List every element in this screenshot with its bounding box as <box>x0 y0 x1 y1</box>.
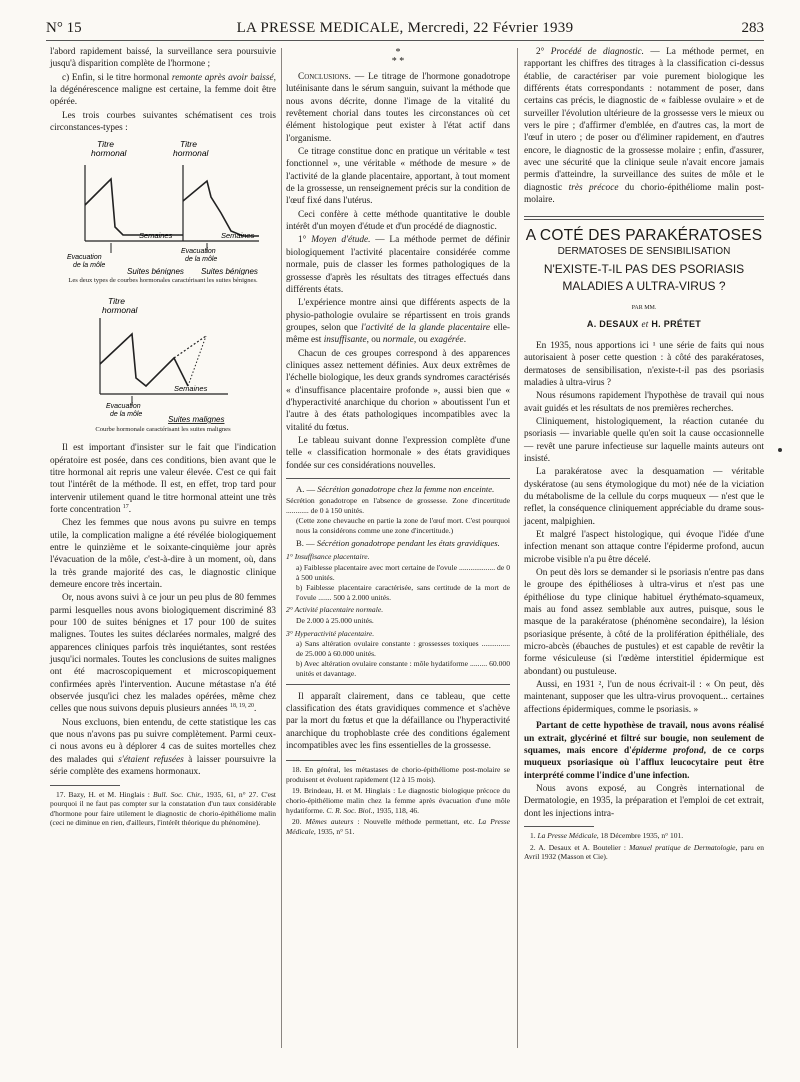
svg-text:hormonal: hormonal <box>102 304 138 315</box>
article-question: N'EXISTE-T-IL PAS DES PSORIASIS <box>543 262 745 277</box>
footnote-rule <box>50 785 120 786</box>
column-divider <box>281 48 282 1048</box>
paragraph: l'abord rapidement baissé, la surveillance sera poursuivie jusqu'à disparition complète de l'hormone ; <box>50 47 276 70</box>
column-right <box>524 46 764 864</box>
y-axis-label: hormonal <box>91 148 127 159</box>
table-subtitle: 1° Insuffisance placentaire. <box>286 552 370 562</box>
paragraph: Nous résumons rapidement l'hypothèse de travail qui nous avait guidés et les résultats de nos premières recherches. <box>524 391 764 414</box>
y-axis-label: Titre <box>180 139 197 150</box>
svg-text:Evacuation: Evacuation <box>67 254 102 262</box>
svg-text:de la môle: de la môle <box>185 256 218 264</box>
svg-text:Suites bénignes: Suites bénignes <box>201 267 258 276</box>
svg-text:de la môle: de la môle <box>73 262 106 270</box>
paragraph: Il apparaît clairement, dans ce tableau, que cette classification des états gravidiques commence et s'achève par la mort du fœtus et que la défaillance ou l'hyperactivité anarchique du trophoblaste crée des conditions également incompatibles avec les fins essentielles de la grossesse. <box>286 691 510 751</box>
table-section-title: B. — Sécrétion gonadotrope pendant les états gravidiques. <box>296 538 500 549</box>
benign-curves-figure <box>63 135 263 275</box>
table-row: b) Avec altération ovulaire constante : môle hydatiforme ......... 60.000 unités et davantage. <box>296 659 510 678</box>
paragraph: Partant de cette hypothèse de travail, nous avons réalisé un extrait, glycériné et filtré sur bougie, non seulement de squames, mais encore d'épiderme profond, de ce corps muqueux psoriasique où l'afflux leucocytaire peut être interprété comme l'indice d'une infection. <box>524 721 764 781</box>
footnote-rule <box>524 826 594 827</box>
table-row: Sécrétion gonadotrope en l'absence de grossesse. Zone d'incertitude ............ de 0 à 150 unités. <box>286 496 510 515</box>
column-left <box>50 46 276 830</box>
issue-number: N° 15 <box>46 20 82 36</box>
footnote: 19. Brindeau, H. et M. Hinglais : Le diagnostic biologique précoce du chorio-épithéliome malin chez la femme après évacuation d'une môle hydatiforme. C. R. Soc. Biol., 1935, 118, 46. <box>286 786 510 815</box>
paragraph: 1° Moyen d'étude. — La méthode permet de définir biologiquement l'activité placentaire considérée comme normale, puis de classer les formes pathologiques de la grossesse d'après les résultats des titrages effectués dans différents états. <box>286 235 510 295</box>
table-row: De 2.000 à 25.000 unités. <box>296 615 374 625</box>
paragraph: Chacun de ces groupes correspond à des apparences cliniques assez nettement définies. Aux deux extrêmes de l'échelle biologique, les deux grands syndromes caractérisés « d'insuffisance placentaire profonde », aussi bien que « d'hyperactivité anarchique du chorion » aboutissent l'un et l'autre à des états pathologiques incompatibles avec la vitalité du fœtus. <box>286 348 510 433</box>
table-note: (Cette zone chevauche en partie la zone de l'œuf mort. C'est pourquoi nous la considérons comme une zone d'incertitude.) <box>296 516 510 535</box>
paragraph: Conclusions. — Le titrage de l'hormone gonadotrope lutéinisante dans le sérum sanguin, suivant la méthode que nous avons décrite, donne l'image de la vitalité du revêtement chorial dans toutes les circonstances où cet élément histologique peut exister à l'état actif dans l'organisme. <box>286 72 510 144</box>
svg-text:Titre: Titre <box>108 295 125 306</box>
paragraph: L'expérience montre ainsi que différents aspects de la physio-pathologie ovulaire se répartissent en trois grands groupes, selon que l'activité de la glande placentaire elle-même est insuffisante, ou normale, ou exagérée. <box>286 298 510 346</box>
figure-caption: Les deux types de courbes hormonales caractérisant les suites bénignes. <box>68 277 258 285</box>
page-header <box>46 18 764 41</box>
paragraph: Ce titrage constitue donc en pratique un véritable « test fonctionnel », une véritable « méthode de mesure » de l'activité de la glande placentaire, apportant, à tout moment de la grossesse, un renseignement précis sur la condition de l'œuf fixé dans l'utérus. <box>286 147 510 207</box>
article-separator <box>524 216 764 220</box>
paragraph: Ceci confère à cette méthode quantitative le double intérêt d'un moyen d'étude et d'un procédé de diagnostic. <box>286 209 510 233</box>
paragraph: La parakératose avec la desquamation — véritable dyskératose (au sens étymologique du mot) née de la viciation du métabolisme de la cellule du corps muqueux — n'est que le reflet, la conséquence cliniquement appréciable du drame sous-jacent, malpighien. <box>524 467 764 527</box>
article-subtitle: DERMATOSES DE SENSIBILISATION <box>557 245 731 257</box>
article-title: A COTÉ DES PARAKÉRATOSES <box>525 227 763 245</box>
paragraph: Et malgré l'aspect histologique, qui évoque l'idée d'une infection menant son attaque contre l'épiderme profond, aucun microbe visible n'a pu être décelé. <box>524 530 764 565</box>
paragraph: On peut dès lors se demander si le psoriasis n'entre pas dans le groupe des épithélioses à ultra-virus et n'est pas une épithéliose du type clinique habituel érythémato-squameux, mais au fond assez semblable aux autres, puisque, sous le masque de la parakératose (phénomène secondaire), la lésion psoriasique présente, à côté de la prolifération épithéliale, des micro-abcès (ébauches de pustules) et est capable de revêtir la forme vésiculeuse (si l'œdème interstitiel épidermique est abondant) ou pustuleuse. <box>524 568 764 677</box>
column-middle <box>286 46 510 838</box>
footnote: 20. Mêmes auteurs : Nouvelle méthode permettant, etc. La Presse Médicale, 1935, n° 51. <box>286 817 510 836</box>
table-row: b) Faiblesse placentaire caractérisée, sans certitude de la mort de l'ovule ....... 500 à 2.000 unités. <box>296 583 510 602</box>
journal-title: LA PRESSE MEDICALE, Mercredi, 22 Février 1939 <box>236 20 574 36</box>
paragraph: En 1935, nous apportions ici ¹ une série de faits qui nous autorisaient à poser cette question : à côté des parakératoses, dermatoses de sensibilisation, n'existe-t-il pas des psoriasis maladies à ultra-virus ? <box>524 340 764 388</box>
svg-text:Semaines: Semaines <box>221 231 255 241</box>
table-row: a) Faiblesse placentaire avec mort certaine de l'ovule ................... de 0 à 500 unités. <box>296 562 510 582</box>
y-axis-label: Titre <box>97 139 114 150</box>
svg-text:Evacuation: Evacuation <box>106 402 141 410</box>
svg-text:Suites malignes: Suites malignes <box>168 414 225 424</box>
paragraph: Or, nous avons suivi à ce jour un peu plus de 80 femmes parmi lesquelles nous avons biologiquement discriminé 83 pour 100 de suites bénignes et 17 pour 100 de suites malignes. Toutes les suites déclarées normales, malgré des apparences cliniques parfois très inquiétantes, sont restées jusqu'ici normales. Toutes les conclusions de suites malignes ont été macroscopiquement et microscopiquement confirmées après l'intervention. Aucune métastase n'a été observée jusqu'ici chez les malades opérées, même chez celles que nous suivons depuis plusieurs années $^{18, 19, 20}$. <box>50 593 277 715</box>
svg-text:Semaines: Semaines <box>174 383 208 393</box>
paragraph: Aussi, en 1931 ², l'un de nous écrivait-il : « On peut, dès maintenant, supposer que les ultra-virus provoquent... certaines affections épidermiques, comme le psoriasis. » <box>524 680 764 715</box>
footnote: 1. La Presse Médicale, 18 Décembre 1935, n° 101. <box>530 830 684 840</box>
footnote-rule <box>286 760 356 761</box>
footnote: 17. Bazy, H. et M. Hinglais : Bull. Soc. Chir., 1935, 61, n° 27. C'est pourquoi il ne faut pas compter sur la constatation d'un taux considérable d'hormone pour faire utilement le diagnostic de chorio-épithéliome malin (ceci ne diminue en rien, d'ailleurs, l'intérêt théorique du phénomène). <box>50 789 276 828</box>
svg-text:Evacuation: Evacuation <box>181 248 216 256</box>
table-subtitle: 3° Hyperactivité placentaire. <box>286 628 375 638</box>
paragraph: Nous excluons, bien entendu, de cette statistique les cas que nous n'avons pas pu suivre complètement. Parmi ceux-ci nous avons eu à déplorer 4 cas de suites mortelles chez des malades qui s'étaient refusées à laisser poursuivre la série complète des examens hormonaux. <box>50 717 276 778</box>
table-section-title: A. — Sécrétion gonadotrope chez la femme non enceinte. <box>296 484 495 494</box>
table-subtitle: 2° Activité placentaire normale. <box>286 605 384 615</box>
paragraph: Cliniquement, histologiquement, la réaction cutanée du psoriasis — invariable quelle qu'en soit la cause occasionnelle — revêt une parure infectieuse sur laquelle maints auteurs ont insisté. <box>524 416 764 464</box>
print-mark <box>778 448 782 452</box>
column-divider <box>517 48 518 1048</box>
authors: A. DESAUX et H. PRÉTET <box>586 318 702 329</box>
svg-text:Semaines: Semaines <box>139 231 173 241</box>
paragraph: 2° Procédé de diagnostic. — La méthode permet, en rapportant les chiffres des titrages à la classification ci-dessus établie, de caractériser par voie purement biologique les différents états correspondants : notamment de poser, dans certains cas précis, le diagnostic de « faiblesse ovulaire » et de surveiller l'évolution ultérieure de la grossesse vers le mieux ou vers le pire ; d'affirmer d'emblée, en d'autres cas, la mort de l'œuf in utero ; de poser ou d'éliminer rapidement, en d'autres encore, le diagnostic de la grossesse molaire ; enfin, d'assurer, avec une sécurité que la clinique seule n'avait encore jamais permis d'atteindre, la surveillance des suites de môle et le diagnostic très précoce du chorio-épithéliome malin post-molaire. <box>524 47 764 206</box>
page-number: 283 <box>741 20 764 36</box>
paragraph: Le tableau suivant donne l'expression complète d'une telle « classification hormonale » des états gravidiques fondée sur ces considérations nouvelles. <box>286 435 510 471</box>
paragraph: c) Enfin, si le titre hormonal remonte après avoir baissé, la dégénérescence maligne est certaine, la femme doit être opérée. <box>50 72 276 108</box>
curve-1 <box>85 179 183 235</box>
dotted-curve <box>174 336 206 358</box>
table-row: a) Sans altération ovulaire constante : grossesses toxiques ............... de 25.000 à 60.000 unités. <box>296 639 510 658</box>
figure-caption: Courbe hormonale caractérisant les suites malignes <box>95 425 231 433</box>
curve <box>100 334 188 386</box>
malignant-curve-figure <box>88 294 238 424</box>
footnote: 18. En général, les métastases de chorio-épithéliome post-molaire se produisent et évoluent rapidement (12 à 15 mois). <box>286 765 510 784</box>
svg-text:de la môle: de la môle <box>110 410 143 418</box>
paragraph: Les trois courbes suivantes schématisent ces trois circonstances-types : <box>50 110 276 134</box>
article-question: MALADIES A ULTRA-VIRUS ? <box>562 279 726 294</box>
paragraph: Chez les femmes que nous avons pu suivre en temps utile, la complication maligne a été révélée biologiquement entre le quinzième et le soixante-cinquième jour après l'évacuation de la môle, c'est-à-dire à un moment, où, dans la très grande majorité des cas, le diagnostic clinique demeure encore très incertain. <box>50 518 276 590</box>
paragraph: Nous avons exposé, au Congrès international de Dermatologie, en 1935, la préparation et l'emploi de cet extrait, dont les injections intra- <box>524 783 764 819</box>
svg-text:Suites bénignes: Suites bénignes <box>127 267 184 276</box>
byline-prefix: PAR MM. <box>631 305 657 312</box>
section-separator: * * * <box>391 47 405 67</box>
curve-2 <box>183 181 259 236</box>
y-axis-label: hormonal <box>173 148 209 159</box>
paragraph: Il est important d'insister sur le fait que l'indication opératoire est posée, dans ces conditions, bien avant que le titre hormonal ait repris une valeur élevée. C'est ce qui fait tout l'intérêt de la méthode. Il est, en effet, trop tard pour intervenir utilement quand le titre hormonal atteint une très forte concentration $^{17}$. <box>50 443 276 515</box>
footnote: 2. A. Desaux et A. Boutelier : Manuel pratique de Dermatologie, paru en Avril 1932 (Masson et Cie). <box>524 842 764 862</box>
